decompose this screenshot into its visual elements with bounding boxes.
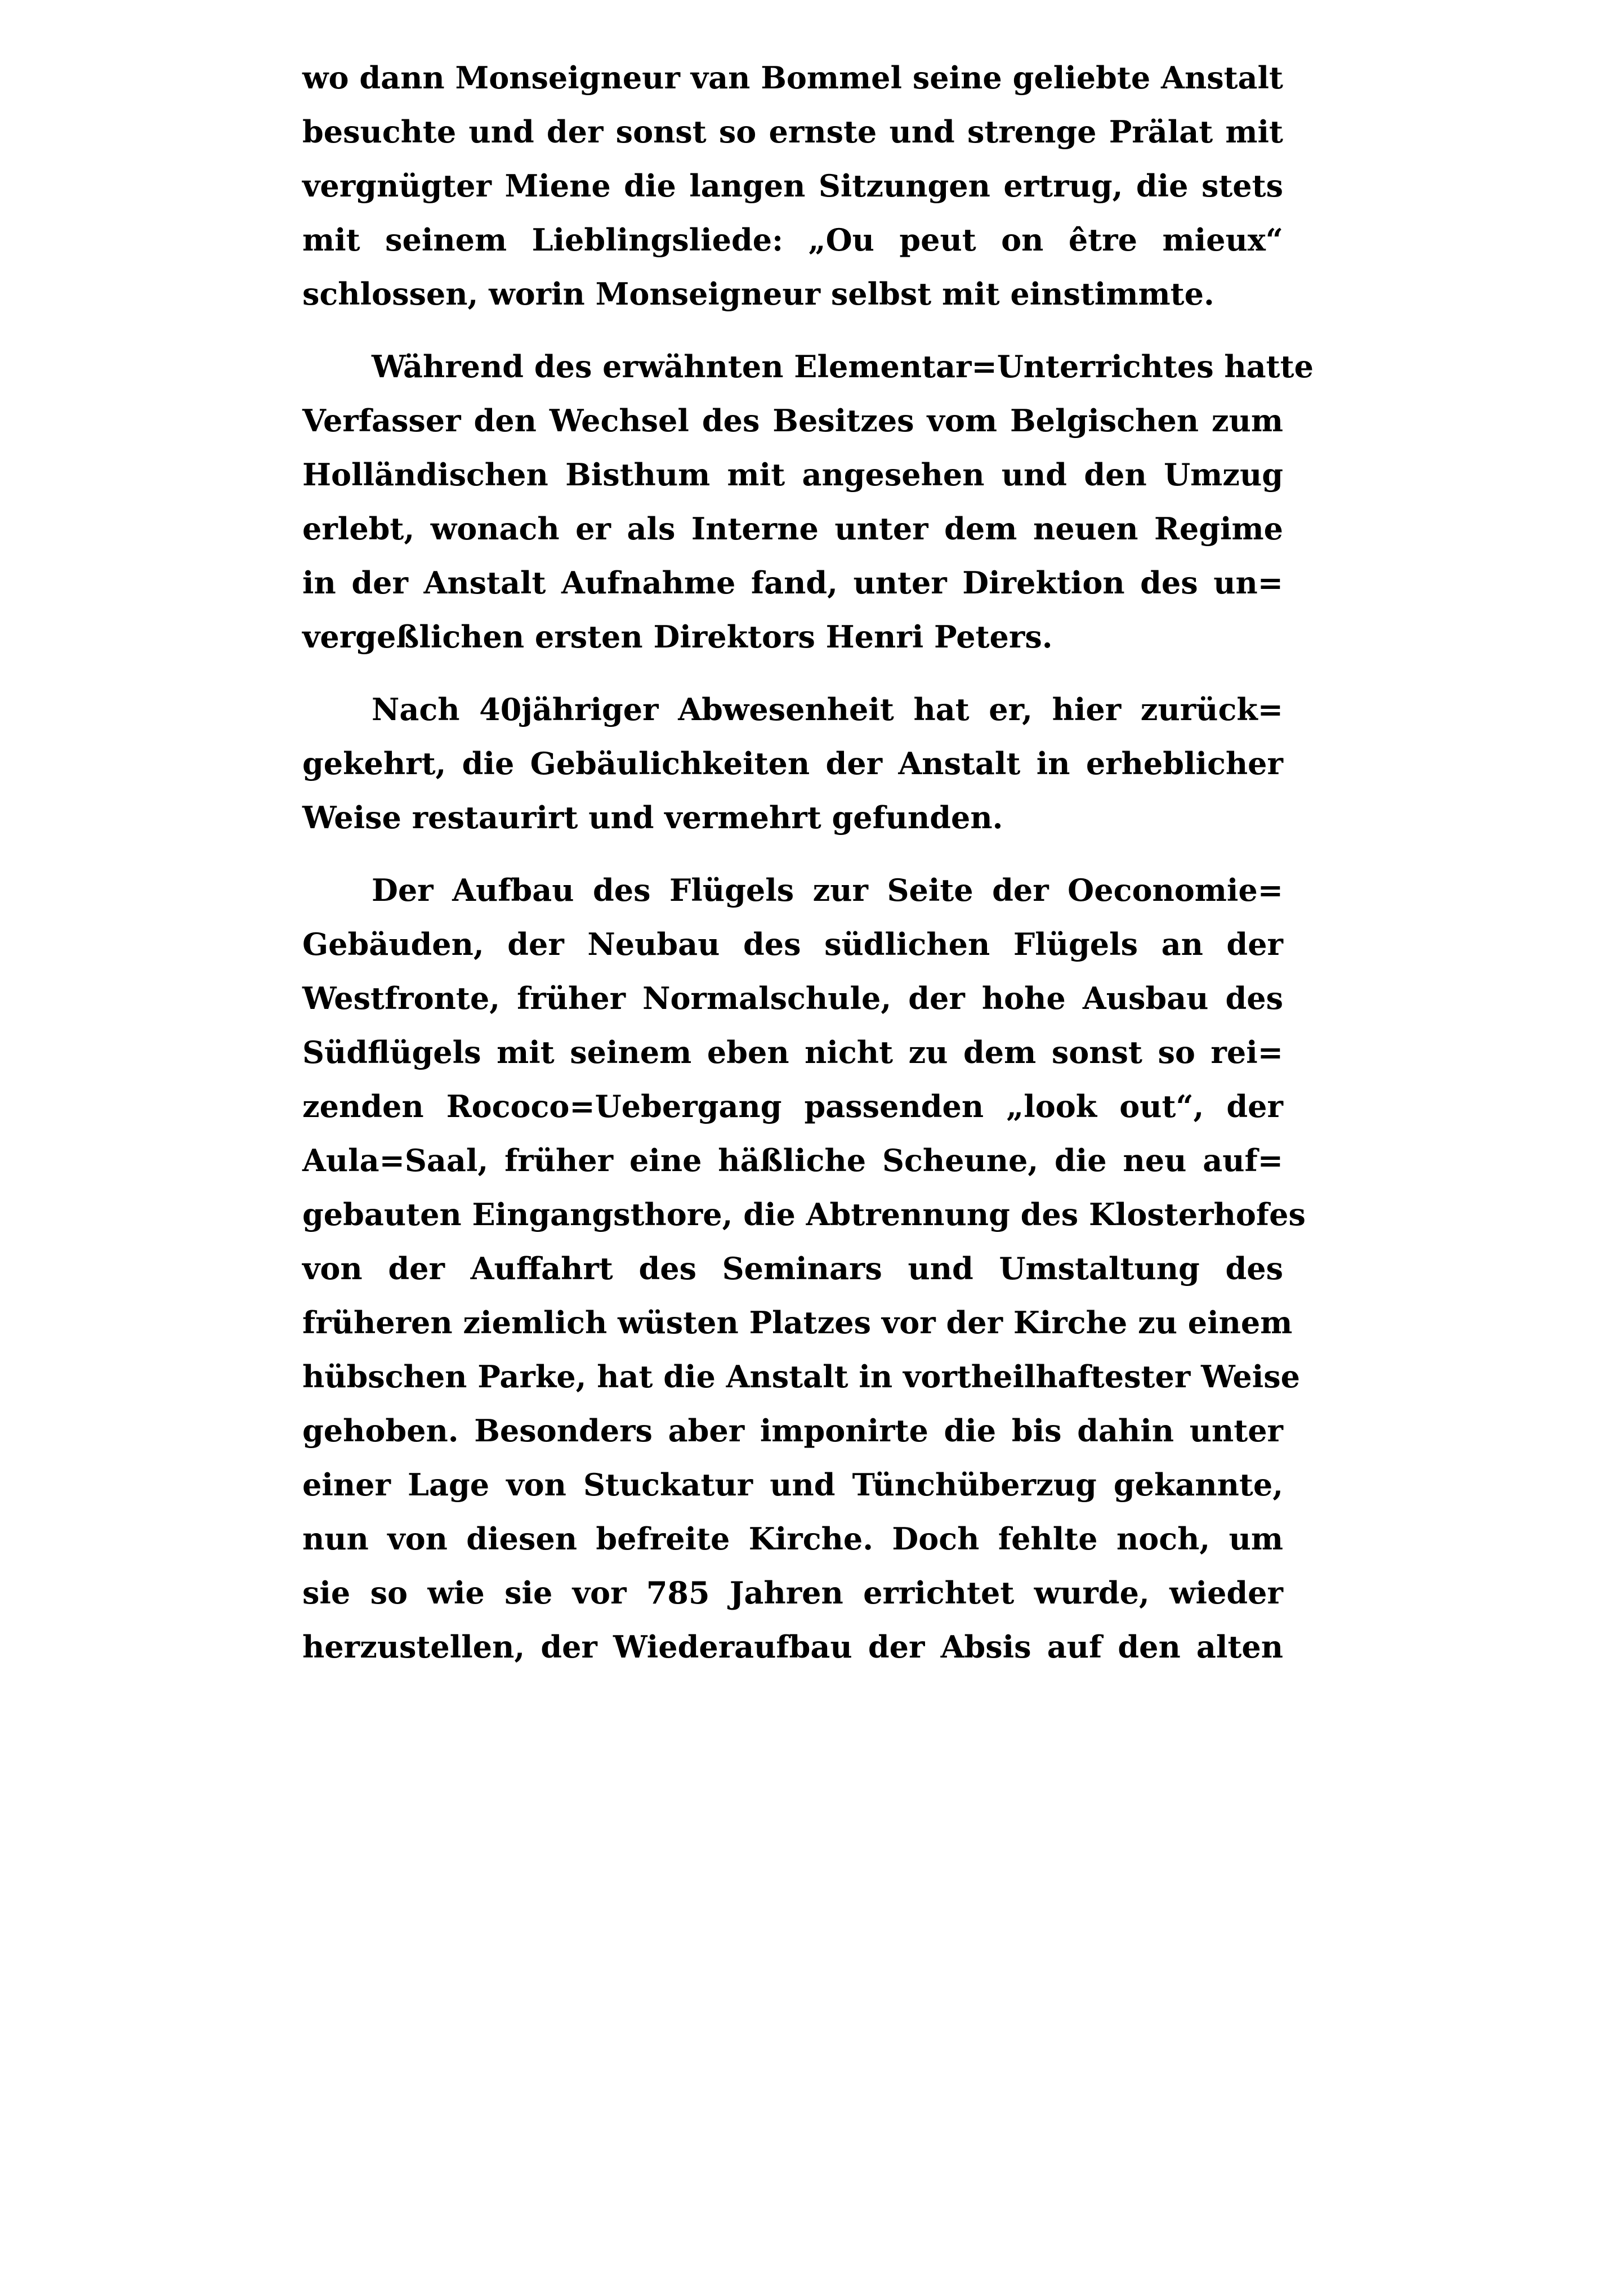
- text-line: mit seinem Lieblingsliede: „Ou peut on être mieux“: [302, 222, 1283, 258]
- text-line: Der Aufbau des Flügels zur Seite der Oeconomie=: [372, 872, 1283, 908]
- text-line: gekehrt, die Gebäulichkeiten der Anstalt in erheblicher: [302, 745, 1283, 781]
- paragraph: [302, 51, 1283, 321]
- paragraph: [302, 682, 1283, 845]
- text-line: wo dann Monseigneur van Bommel seine geliebte Anstalt: [302, 60, 1283, 96]
- text-line: Westfronte, früher Normalschule, der hohe Ausbau des: [302, 980, 1283, 1016]
- text-line: herzustellen, der Wiederaufbau der Absis auf den alten: [302, 1629, 1283, 1665]
- text-line: Südflügels mit seinem eben nicht zu dem sonst so rei=: [302, 1034, 1283, 1070]
- text-line: in der Anstalt Aufnahme fand, unter Direktion des un=: [302, 565, 1283, 601]
- text-line: erlebt, wonach er als Interne unter dem neuen Regime: [302, 511, 1283, 547]
- text-line: zenden Rococo=Uebergang passenden „look out“, der: [302, 1088, 1283, 1124]
- text-line: vergnügter Miene die langen Sitzungen ertrug, die stets: [302, 168, 1283, 204]
- paragraph: [302, 863, 1306, 1674]
- text-line: gehoben. Besonders aber imponirte die bis dahin unter: [302, 1413, 1283, 1449]
- text-line: Verfasser den Wechsel des Besitzes vom Belgischen zum: [302, 403, 1283, 439]
- text-line: Aula=Saal, früher eine häßliche Scheune, die neu auf=: [302, 1142, 1283, 1178]
- text-line: schlossen, worin Monseigneur selbst mit einstimmte.: [302, 276, 1214, 312]
- text-line: besuchte und der sonst so ernste und strenge Prälat mit: [302, 114, 1283, 150]
- text-line: sie so wie sie vor 785 Jahren errichtet wurde, wieder: [302, 1575, 1283, 1611]
- text-line: Gebäuden, der Neubau des südlichen Flügels an der: [302, 926, 1283, 962]
- text-line: vergeßlichen ersten Direktors Henri Peters.: [302, 619, 1053, 655]
- text-line: gebauten Eingangsthore, die Abtrennung des Klosterhofes: [302, 1196, 1306, 1232]
- text-line: von der Auffahrt des Seminars und Umstaltung des: [302, 1250, 1283, 1287]
- text-line: Während des erwähnten Elementar=Unterrichtes hatte: [372, 349, 1314, 385]
- text-line: nun von diesen befreite Kirche. Doch fehlte noch, um: [302, 1521, 1283, 1557]
- text-line: Nach 40jähriger Abwesenheit hat er, hier zurück=: [372, 691, 1283, 727]
- text-line: Holländischen Bisthum mit angesehen und den Umzug: [302, 457, 1283, 493]
- text-line: früheren ziemlich wüsten Platzes vor der Kirche zu einem: [302, 1305, 1293, 1341]
- text-line: hübschen Parke, hat die Anstalt in vortheilhaftester Weise: [302, 1359, 1300, 1395]
- paragraph: [302, 340, 1314, 664]
- page-text: [302, 51, 1314, 1674]
- text-line: einer Lage von Stuckatur und Tünchüberzug gekannte,: [302, 1467, 1283, 1503]
- text-line: Weise restaurirt und vermehrt gefunden.: [302, 799, 1003, 836]
